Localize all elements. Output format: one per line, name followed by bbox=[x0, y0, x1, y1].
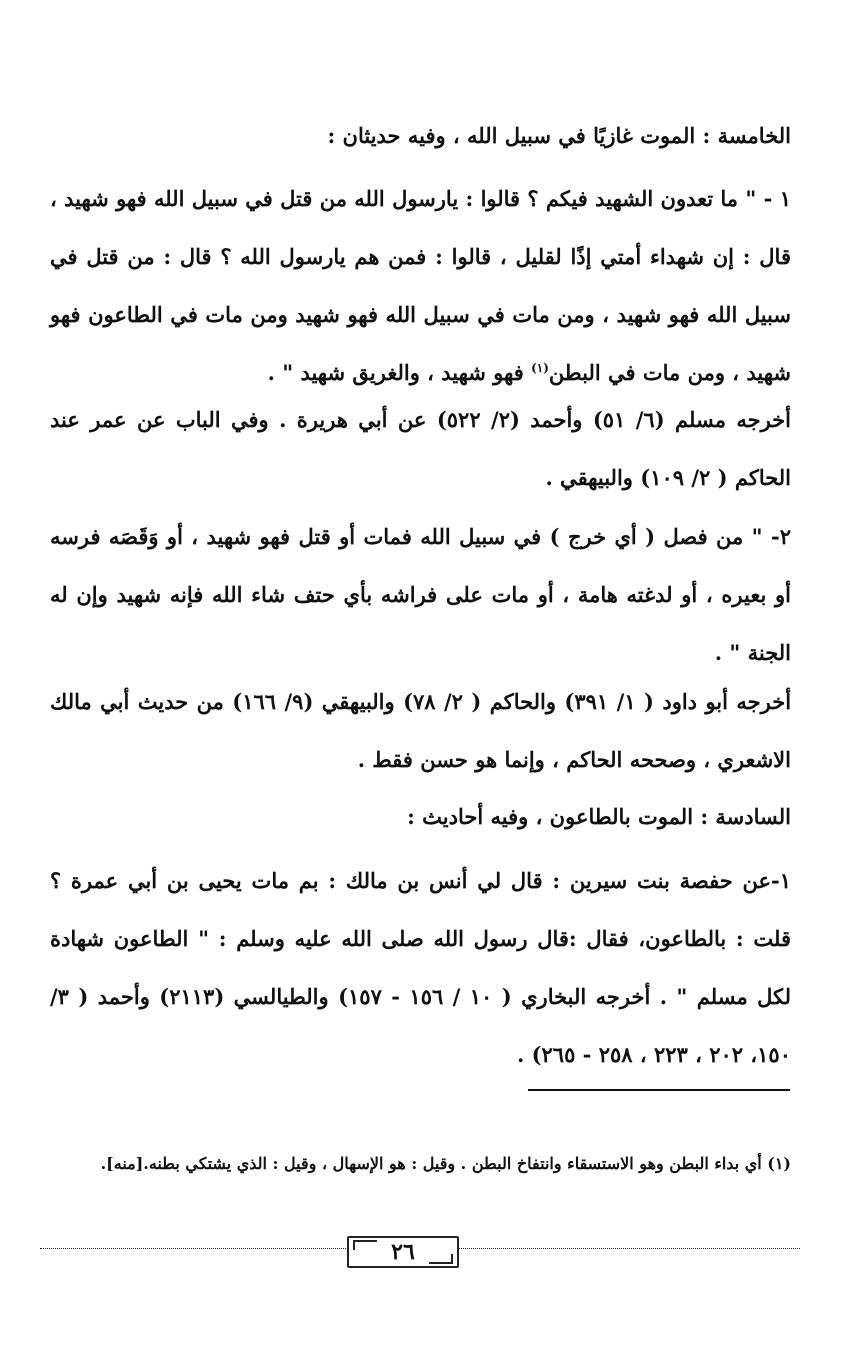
hadith-5-1-text: ١ - " ما تعدون الشهيد فيكم ؟ قالوا : يارسول الله من قتل في سبيل الله فهو شهيد ، قال : إن شهداء أمتي إذًا لقليل ، قالوا : فمن هم يارسول الله ؟ قال : من قتل في سبيل الله فهو شهيد ، ومن مات في سبيل الله فهو شهيد ومن مات في الطاعون فهو شهيد ، ومن مات في البطن bbox=[50, 186, 791, 385]
section-six-label: السادسة bbox=[715, 804, 791, 829]
section-six-title: : الموت بالطاعون ، وفيه أحاديث : bbox=[407, 804, 709, 829]
footnote-text: (١) أي بداء البطن وهو الاستسقاء وانتفاخ البطن . وقيل : هو الإسهال ، وقيل : الذي يشتكي بطنه.[منه]. bbox=[100, 1154, 791, 1173]
hadith-5-1-paragraph bbox=[50, 170, 791, 402]
footnote-marker: (١) bbox=[531, 361, 549, 375]
hadith-5-1-text-end: فهو شهيد ، والغريق شهيد " . bbox=[267, 360, 524, 385]
footnote-separator bbox=[528, 1089, 790, 1091]
takhrij-5-2-paragraph: أخرجه أبو داود ( ١/ ٣٩١) والحاكم ( ٢/ ٧٨) والبيهقي (٩/ ١٦٦) من حديث أبي مالك الاشعري ، وصححه الحاكم ، وإنما هو حسن فقط . bbox=[50, 689, 792, 772]
section-five-label: الخامسة bbox=[717, 123, 791, 148]
section-five-heading bbox=[327, 116, 791, 156]
section-five-title: : الموت غازيًا في سبيل الله ، وفيه حديثان : bbox=[327, 123, 711, 148]
takhrij-5-1-paragraph: أخرجه مسلم (٦/ ٥١) وأحمد (٢/ ٥٢٢) عن أبي هريرة . وفي الباب عن عمر عند الحاكم ( ٢/ ١٠٩) والبيهقي . bbox=[50, 407, 791, 490]
page-number: ٢٦ bbox=[347, 1236, 459, 1268]
hadith-5-2-paragraph: ٢- " من فصل ( أي خرج ) في سبيل الله فمات أو قتل فهو شهيد ، أو وَقَصَه فرسه أو بعيره ، أو لدغته هامة ، أو مات على فراشه بأي حتف شاء الله فإنه شهيد وإن له الجنة " . bbox=[50, 524, 791, 665]
hadith-6-1-paragraph: ١-عن حفصة بنت سيرين : قال لي أنس بن مالك : بم مات يحيى بن أبي عمرة ؟ قلت : بالطاعون، فقال :قال رسول الله صلى الله عليه وسلم : " الطاعون شهادة لكل مسلم " . أخرجه البخاري ( ١٠ / ١٥٦ - ١٥٧) والطيالسي (٢١١٣) وأحمد ( ٣/ ١٥٠، ٢٠٢ ، ٢٢٣ ، ٢٥٨ - ٢٦٥) . bbox=[50, 868, 792, 1067]
section-six-heading bbox=[407, 797, 791, 837]
